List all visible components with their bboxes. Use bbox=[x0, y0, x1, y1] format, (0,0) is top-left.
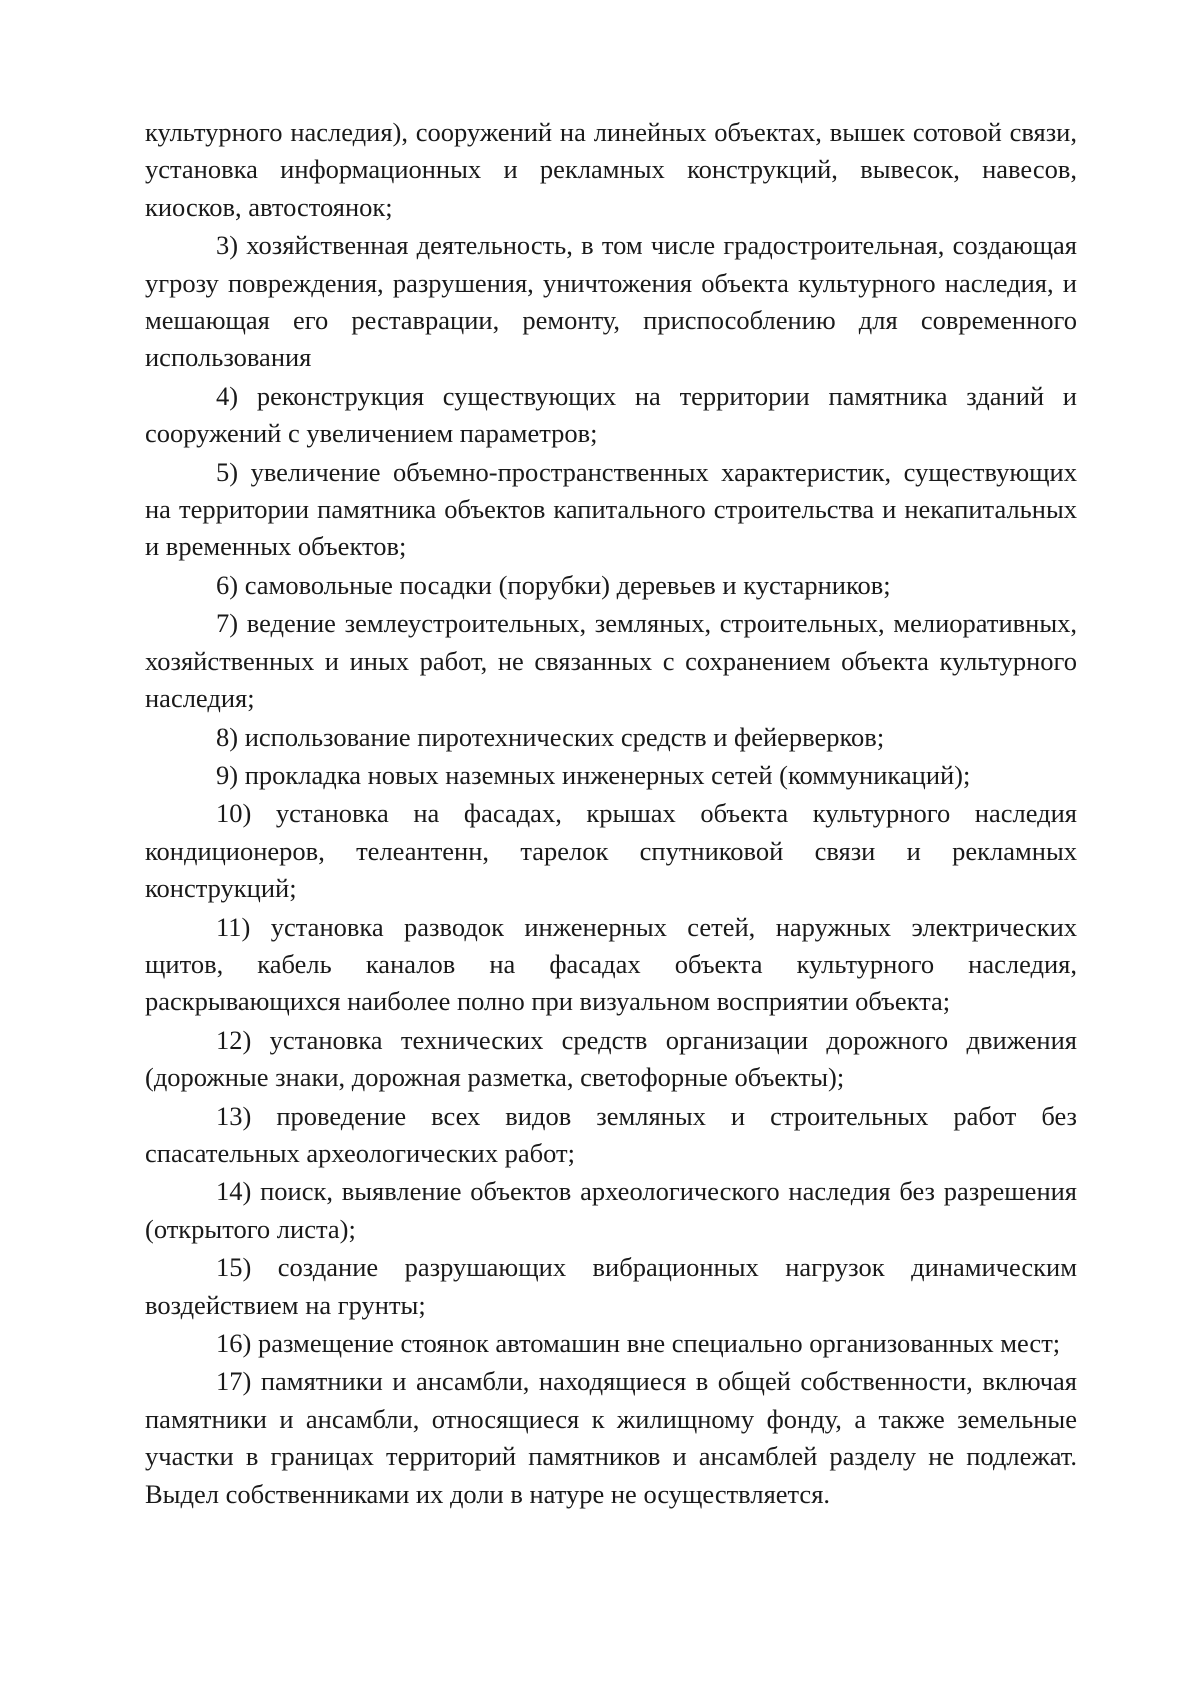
document-body bbox=[145, 114, 1077, 1513]
list-item-15: 15) создание разрушающих вибрационных нагрузок динамическим воздействием на грунты; bbox=[145, 1252, 1077, 1320]
list-item-16: 16) размещение стоянок автомашин вне специально организованных мест; bbox=[216, 1328, 1061, 1358]
list-item-7: 7) ведение землеустроительных, земляных, строительных, мелиоративных, хозяйственных и иных работ, не связанных с сохранением объекта культурного наследия; bbox=[145, 608, 1077, 714]
list-item-11: 11) установка разводок инженерных сетей, наружных электрических щитов, кабель каналов на фасадах объекта культурного наследия, раскрывающихся наиболее полно при визуальном восприятии объекта; bbox=[145, 911, 1077, 1017]
list-item-6: 6) самовольные посадки (порубки) деревьев и кустарников; bbox=[216, 569, 891, 600]
list-item-4: 4) реконструкция существующих на территории памятника зданий и сооружений с увеличением параметров; bbox=[145, 380, 1077, 449]
paragraph-continuation: культурного наследия), сооружений на линейных объектах, вышек сотовой связи, установка информационных и рекламных конструкций, вывесок, навесов, киосков, автостоянок; bbox=[145, 117, 1077, 222]
list-item-8: 8) использование пиротехнических средств и фейерверков; bbox=[216, 721, 885, 752]
list-item-14: 14) поиск, выявление объектов археологического наследия без разрешения (открытого листа); bbox=[145, 1176, 1077, 1244]
list-item-13: 13) проведение всех видов земляных и строительных работ без спасательных археологических работ; bbox=[145, 1100, 1077, 1168]
list-item-17: 17) памятники и ансамбли, находящиеся в общей собственности, включая памятники и ансамбли, относящиеся к жилищному фонду, а также земельные участки в границах территорий памятников и ансамблей разделу не подлежат. Выдел собственниками их доли в натуре не осуществляется. bbox=[145, 1366, 1077, 1509]
list-item-3: 3) хозяйственная деятельность, в том числе градостроительная, создающая угрозу повреждения, разрушения, уничтожения объекта культурного наследия, и мешающая его реставрации, ремонту, приспособлению для современного использования bbox=[145, 230, 1077, 373]
list-item-12: 12) установка технических средств организации дорожного движения (дорожные знаки, дорожная разметка, светофорные объекты); bbox=[145, 1024, 1077, 1093]
list-item-10: 10) установка на фасадах, крышах объекта культурного наследия кондиционеров, телеантенн, тарелок спутниковой связи и рекламных конструкций; bbox=[145, 798, 1077, 904]
list-item-9: 9) прокладка новых наземных инженерных сетей (коммуникаций); bbox=[216, 759, 971, 790]
list-item-5: 5) увеличение объемно-пространственных характеристик, существующих на территории памятника объектов капитального строительства и некапитальных и временных объектов; bbox=[145, 456, 1077, 562]
